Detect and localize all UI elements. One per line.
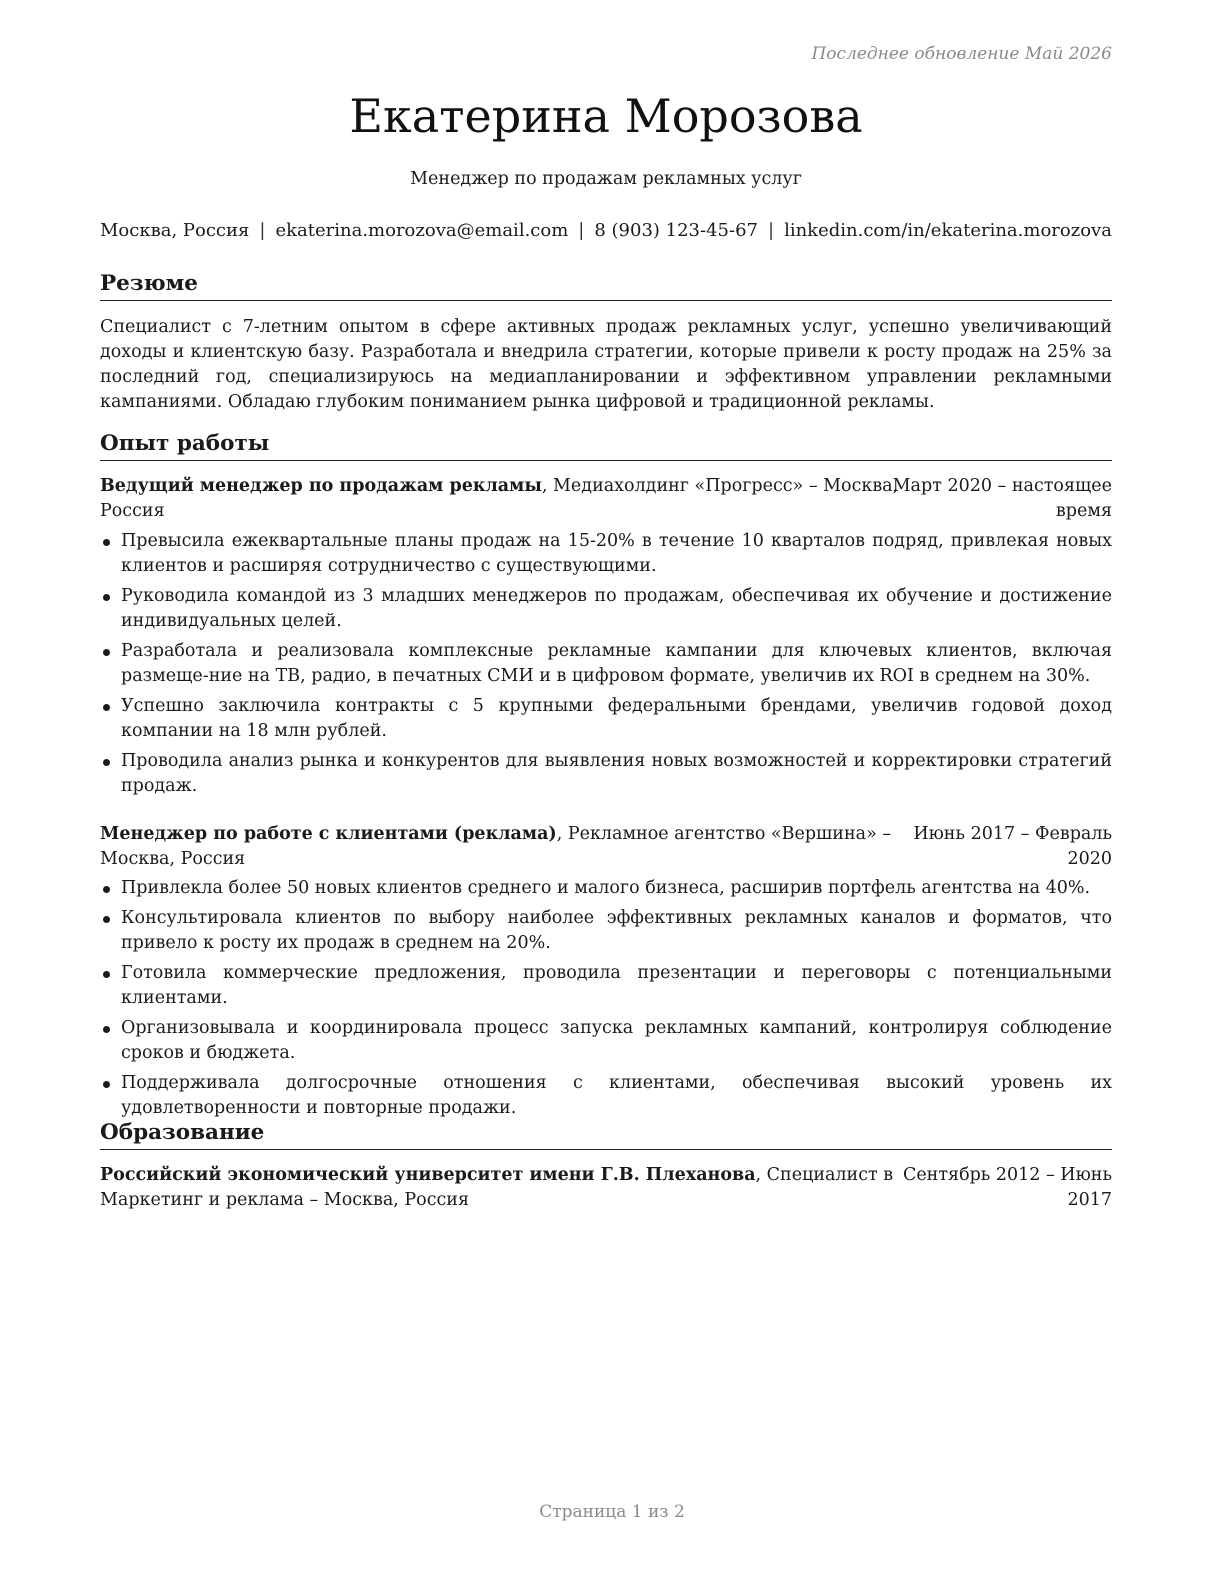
job-dates-start: Март 2020 – настоящее [892,476,1112,496]
contact-separator: | [768,220,775,241]
bullet-icon [103,886,110,893]
bullet-icon [103,539,110,546]
bullet-icon [103,594,110,601]
job-dates-end: время [1055,501,1112,521]
education-dates [903,1163,1112,1213]
page-number: Страница 1 из 2 [539,1502,685,1522]
bullet-icon [103,649,110,656]
education-school: Российский экономический университет имени Г.В. Плеханова [100,1165,756,1185]
bullet-icon [103,916,110,923]
job-dates [893,474,1112,524]
list-item: Организовывала и координировала процесс запуска рекламных кампаний, контролируя соблюдение сроков и бюджета. [100,1016,1112,1066]
summary-text: Специалист с 7-летним опытом в сфере активных продаж рекламных услуг, успешно увеличивающий доходы и клиентскую базу. Разработала и внедрила стратегии, которые привели к росту продаж на 25% за последний год, специализируюсь на медиапланировании и эффективном управлении рекламными кампаниями. Обладаю глубоким пониманием рынка цифровой и традиционной рекламы. [100,317,1112,412]
section-title-experience: Опыт работы [100,430,1112,461]
section-title-summary: Резюме [100,270,1112,301]
education-program: Маркетинг и реклама – Москва, Россия [100,1190,470,1210]
job-company: , Медиахолдинг «Прогресс» – Москва, [541,476,899,496]
list-item: Успешно заключила контракты с 5 крупными федеральными брендами, увеличив годовой доход компании на 18 млн рублей. [100,694,1112,744]
candidate-tagline: Менеджер по продажам рекламных услуг [410,169,802,189]
job-bullets [100,876,1112,1126]
bullet-icon [103,704,110,711]
job-company: , Рекламное агентство «Вершина» – [556,824,892,844]
bullet-icon [103,971,110,978]
job-header [100,822,1112,872]
candidate-name: Екатерина Морозова [349,89,863,143]
job-role: Ведущий менеджер по продажам рекламы [100,476,542,496]
bullet-icon [103,1081,110,1088]
job-location: Россия [100,501,165,521]
job-role: Менеджер по работе с клиентами (реклама) [100,824,557,844]
education-header [100,1163,1112,1213]
contact-separator: | [578,220,585,241]
list-item: Разработала и реализовала комплексные рекламные кампании для ключевых клиентов, включая размеще-ние на ТВ, радио, в печатных СМИ и в цифровом формате, увеличив их ROI в среднем на 30%. [100,639,1112,689]
contact-linkedin[interactable]: linkedin.com/in/ekaterina.morozova [784,220,1112,241]
job-title-block [100,822,900,872]
list-item: Превысила ежеквартальные планы продаж на 15-20% в течение 10 кварталов подряд, привлекая новых клиентов и расширяя сотрудничество с существующими. [100,529,1112,579]
last-updated: Последнее обновление Май 2026 [811,44,1112,64]
contact-phone[interactable]: 8 (903) 123-45-67 [594,220,758,241]
list-item: Поддерживала долгосрочные отношения с клиентами, обеспечивая высокий уровень их удовлетворенности и повторные продажи. [100,1071,1112,1121]
job-dates-start: Июнь 2017 – Февраль [913,824,1112,844]
list-item: Консультировала клиентов по выбору наиболее эффективных рекламных каналов и форматов, что привело к росту их продаж в среднем на 20%. [100,906,1112,956]
list-item: Проводила анализ рынка и конкурентов для выявления новых возможностей и корректировки стратегий продаж. [100,749,1112,799]
education-title-block [100,1163,900,1213]
job-bullets [100,529,1112,804]
list-item: Привлекла более 50 новых клиентов среднего и малого бизнеса, расширив портфель агентства на 40%. [100,876,1112,901]
contact-separator: | [259,220,266,241]
section-title-education: Образование [100,1119,1112,1150]
contact-line [100,219,1112,243]
list-item: Руководила командой из 3 младших менеджеров по продажам, обеспечивая их обучение и достижение индивидуальных целей. [100,584,1112,634]
job-location: Москва, Россия [100,849,246,869]
bullet-icon [103,759,110,766]
education-degree: , Специалист в [755,1165,894,1185]
education-dates-end: 2017 [1067,1190,1112,1210]
list-item: Готовила коммерческие предложения, проводила презентации и переговоры с потенциальными клиентами. [100,961,1112,1011]
job-dates-end: 2020 [1067,849,1112,869]
bullet-icon [103,1026,110,1033]
education-dates-start: Сентябрь 2012 – Июнь [902,1165,1112,1185]
job-title-block [100,474,900,524]
contact-email[interactable]: ekaterina.morozova@email.com [275,220,569,241]
job-dates [913,822,1112,872]
contact-location: Москва, Россия [100,220,250,241]
job-header [100,474,1112,524]
